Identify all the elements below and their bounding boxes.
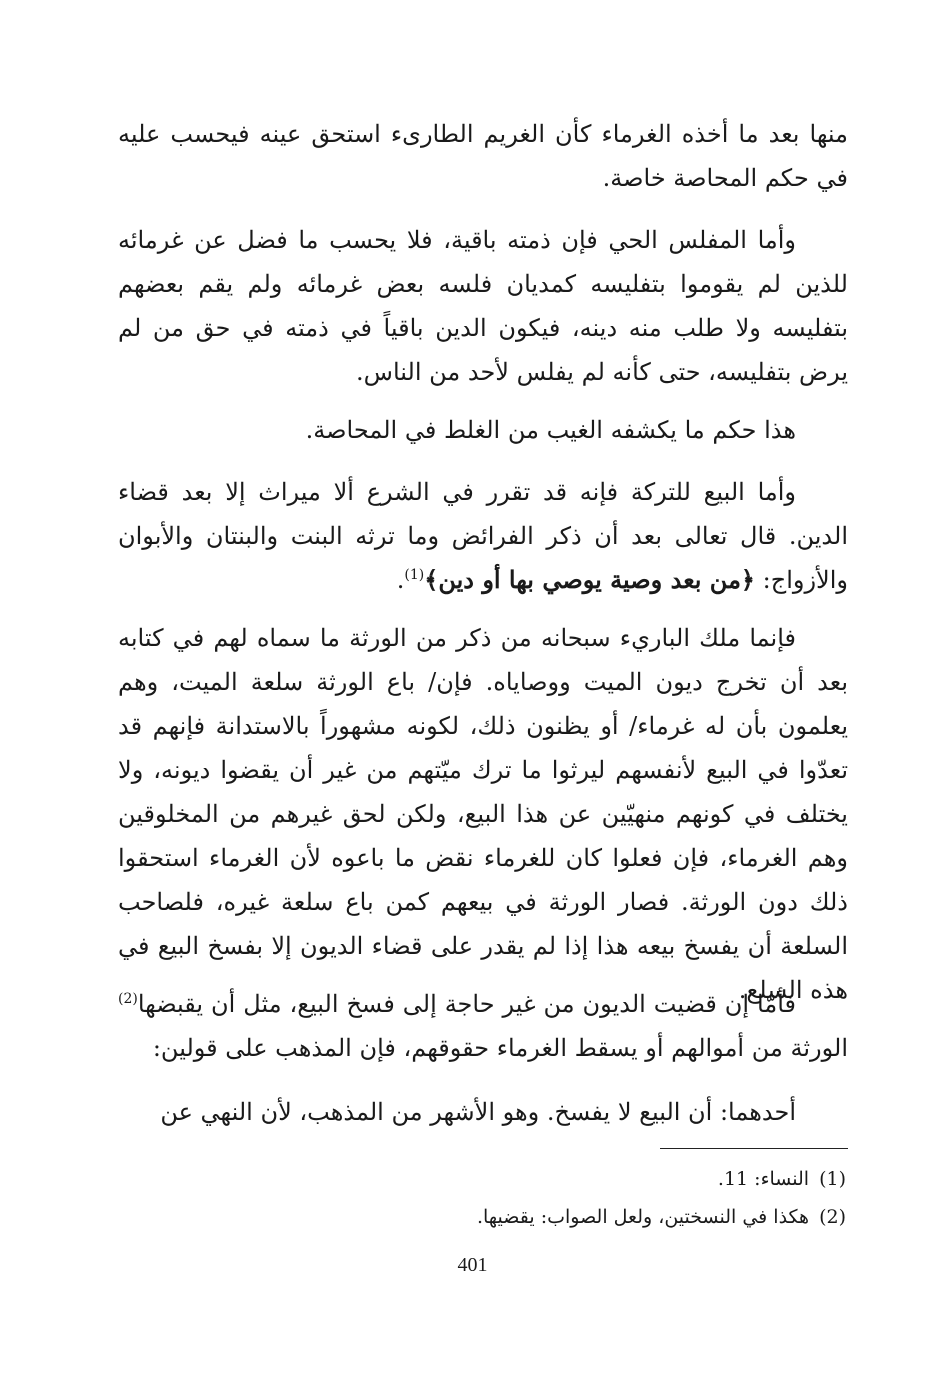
paragraph-6 (118, 982, 848, 1070)
paragraph-1: منها بعد ما أخذه الغرماء كأن الغريم الطارىء استحق عينه فيحسب عليه في حكم المحاصة خاصة. (118, 120, 848, 192)
footnote-ref-2: (2) (118, 991, 138, 1007)
quran-verse: ﴿من بعد وصية يوصي بها أو دين﴾ (424, 565, 755, 594)
footnote-2-text: هكذا في النسختين، ولعل الصواب: يقضيها. (476, 1206, 810, 1228)
paragraph-4-text: وأما البيع للتركة فإنه قد تقرر في الشرع ألا ميراث إلا بعد قضاء الدين. قال تعالى بعد أن ذكر الفرائض وما ترثه البنت والبنتان والأبوان والأزواج: (118, 478, 848, 594)
page-number: 401 (457, 1254, 488, 1276)
paragraph-3: هذا حكم ما يكشفه الغيب من الغلط في المحاصة. (305, 416, 796, 444)
footnote-1-text: النساء: 11. (717, 1168, 810, 1190)
paragraph-2: وأما المفلس الحي فإن ذمته باقية، فلا يحسب ما فضل عن غرمائه للذين لم يقوموا بتفليسه كمديان فلسه بعض غرمائه ولم يقم بعضهم بتفليسه ولا طلب منه دينه، فيكون الدين باقياً في ذمته في حق من لم يرض بتفليسه، حتى كأنه لم يفلس لأحد من الناس. (118, 226, 848, 386)
paragraph-6-end: الورثة من أموالهم أو يسقط الغرماء حقوقهم، فإن المذهب على قولين: (152, 1034, 848, 1062)
footnote-2-number: (2) (819, 1206, 846, 1228)
footnote-ref-1: (1) (404, 567, 425, 583)
footnote-1-number: (1) (819, 1168, 846, 1190)
footnote-1 (118, 1164, 846, 1194)
paragraph-6-text: فأمّا إن قضيت الديون من غير حاجة إلى فسخ البيع، مثل أن يقبضها (137, 990, 796, 1018)
paragraph-7: أحدهما: أن البيع لا يفسخ. وهو الأشهر من المذهب، لأن النهي عن (160, 1098, 796, 1126)
paragraph-4-end: . (396, 566, 405, 594)
paragraph-4 (118, 470, 848, 602)
footnote-2 (118, 1202, 846, 1232)
paragraph-5: فإنما ملك الباريء سبحانه من ذكر من الورثة ما سماه لهم في كتابه بعد أن تخرج ديون الميت ووصاياه. فإن/ باع الورثة سلعة الميت، وهم يعلمون بأن له غرماء/ أو يظنون ذلك، لكونه مشهوراً بالاستدانة فإنهم قد تعدّوا في البيع لأنفسهم ليرثوا ما ترك ميّتهم من غير أن يقضوا ديونه، ولا يختلف في كونهم منهيّين عن هذا البيع، ولكن لحق غيرهم من المخلوقين وهم الغرماء، فإن فعلوا كان للغرماء نقض ما باعوه لأن الغرماء استحقوا ذلك دون الورثة. فصار الورثة في بيعهم كمن باع سلعة غيره، فلصاحب السلعة أن يفسخ بيعه هذا إذا لم يقدر على قضاء الديون إلا بفسخ البيع في هذه السلع. (118, 624, 849, 1004)
footnote-separator (660, 1148, 848, 1149)
